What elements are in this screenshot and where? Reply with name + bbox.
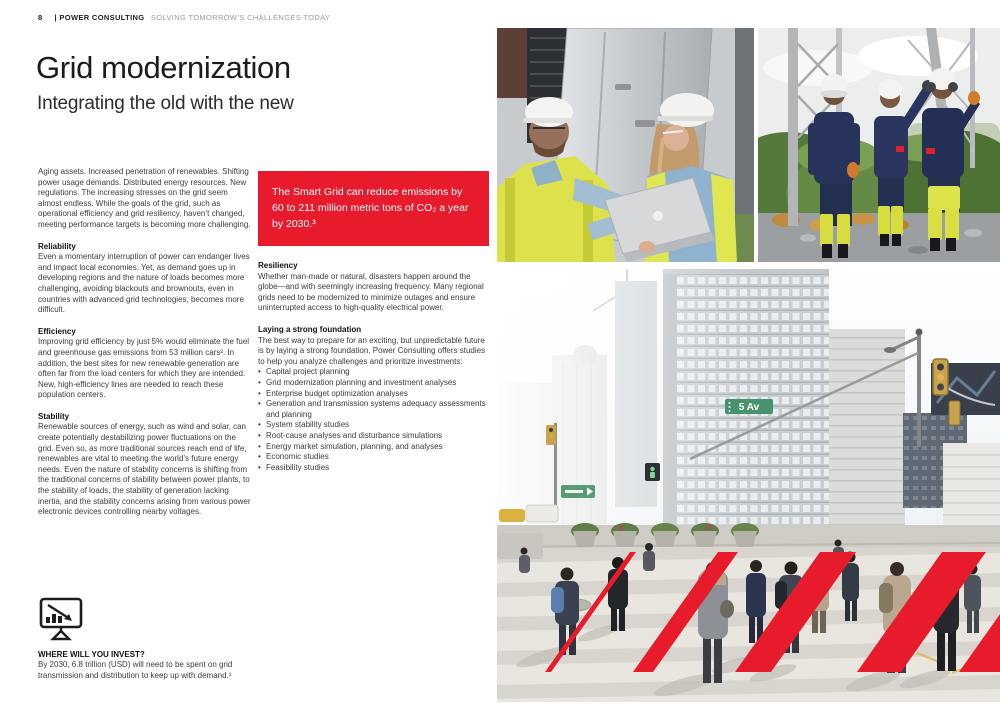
- smart-grid-callout: The Smart Grid can reduce emissions by 60 to 211 million metric tons of CO₂ a year by 2030.³: [258, 171, 489, 246]
- invest-heading: WHERE WILL YOU INVEST?: [38, 650, 145, 659]
- section-body-efficiency: Improving grid efficiency by just 5% would eliminate the fuel and greenhouse gas emissions from 53 million cars². In addition, the best sites for new renewable generation are often far from the load centers for which they are intended. New, high-efficiency lines are needed to reach these population centers.: [38, 337, 250, 400]
- bullet-item: • Enterprise budget optimization analyses: [258, 389, 489, 400]
- page-number: 8: [38, 13, 43, 22]
- page-header: [38, 13, 330, 22]
- section-heading-foundation: Laying a strong foundation: [258, 324, 362, 334]
- bullet-item: • System stability studies: [258, 420, 489, 431]
- intro-paragraph: Aging assets. Increased penetration of renewables. Shifting power usage demands. Distributed energy resources. New regulations. The increasing stresses on the grid seem almost endless. While the goals of the grid, such as operational efficiency and grid resiliency, haven’t changed, meeting performance targets is becoming more challenging.: [38, 167, 251, 229]
- section-heading-efficiency: Efficiency: [38, 326, 76, 336]
- section-body-stability: Renewable sources of energy, such as wind and solar, can create potentially destabilizing power fluctuations on the grid. Even so, as more traditional sources reach end of life, renewables are vital to meeting the world’s future energy needs. Even the nature of stability concerns is shifting from the traditional concerns of stability between power plants, to the stability of loads, the stability of generation lacking inertia, and the stability concerns arising from various power electronic devices controlling nearby voltages.: [38, 422, 251, 517]
- invest-callout: [38, 597, 260, 681]
- section-heading-reliability: Reliability: [38, 241, 76, 251]
- brand-tagline: SOLVING TOMORROW’S CHALLENGES TODAY: [150, 13, 331, 22]
- studies-bullet-list: [258, 367, 489, 473]
- bullet-item: • Root-cause analyses and disturbance simulations: [258, 431, 489, 442]
- avenue-sign-group: [725, 399, 773, 414]
- engineers-photo: [497, 28, 754, 262]
- section-body-foundation: The best way to prepare for an exciting, but unpredictable future is by laying a strong foundation. Power Consulting offers studies to help you analyze challenges and prioritize investments:: [258, 335, 486, 366]
- section-heading-resiliency: Resiliency: [258, 261, 298, 270]
- page-title: Grid modernization: [36, 50, 291, 85]
- avenue-sign-text: 5 Av: [738, 402, 760, 413]
- section-body-resiliency: Whether man-made or natural, disasters happen around the globe—and with seemingly increasing frequency. Many regional grids need to be modernized to minimize outages and ensure uninterrupted access to high-quality electrical power.: [258, 271, 484, 313]
- left-text-column: [38, 167, 253, 518]
- declining-chart-monitor-icon: [38, 597, 84, 641]
- bullet-item: • Economic studies: [258, 452, 489, 463]
- right-text-column: [258, 171, 489, 473]
- bullet-item: • Energy market simulation, planning, and analyses: [258, 442, 489, 453]
- bullet-item: • Grid modernization planning and investment analyses: [258, 378, 489, 389]
- city-street-photo: [497, 263, 1000, 702]
- bullet-item: • Feasibility studies: [258, 463, 489, 474]
- section-body-reliability: Even a momentary interruption of power can endanger lives and impact local economies. Yet, as demand goes up in developing regions and the nature of loads becomes more challenging, avoiding blackouts and brownouts, even in countries with advanced grid technologies, becomes more difficult.: [38, 252, 250, 315]
- section-heading-stability: Stability: [38, 411, 70, 421]
- bullet-item: • Generation and transmission systems adequacy assessments and planning: [258, 399, 489, 420]
- invest-body: By 2030, 6.8 trillion (USD) will need to be spent on grid transmission and distribution to keep up with demand.¹: [38, 660, 233, 680]
- brand-name: | POWER CONSULTING: [54, 13, 145, 22]
- tower-workers-photo: [758, 28, 1000, 262]
- page-subtitle: Integrating the old with the new: [37, 93, 294, 114]
- bullet-item: • Capital project planning: [258, 367, 489, 378]
